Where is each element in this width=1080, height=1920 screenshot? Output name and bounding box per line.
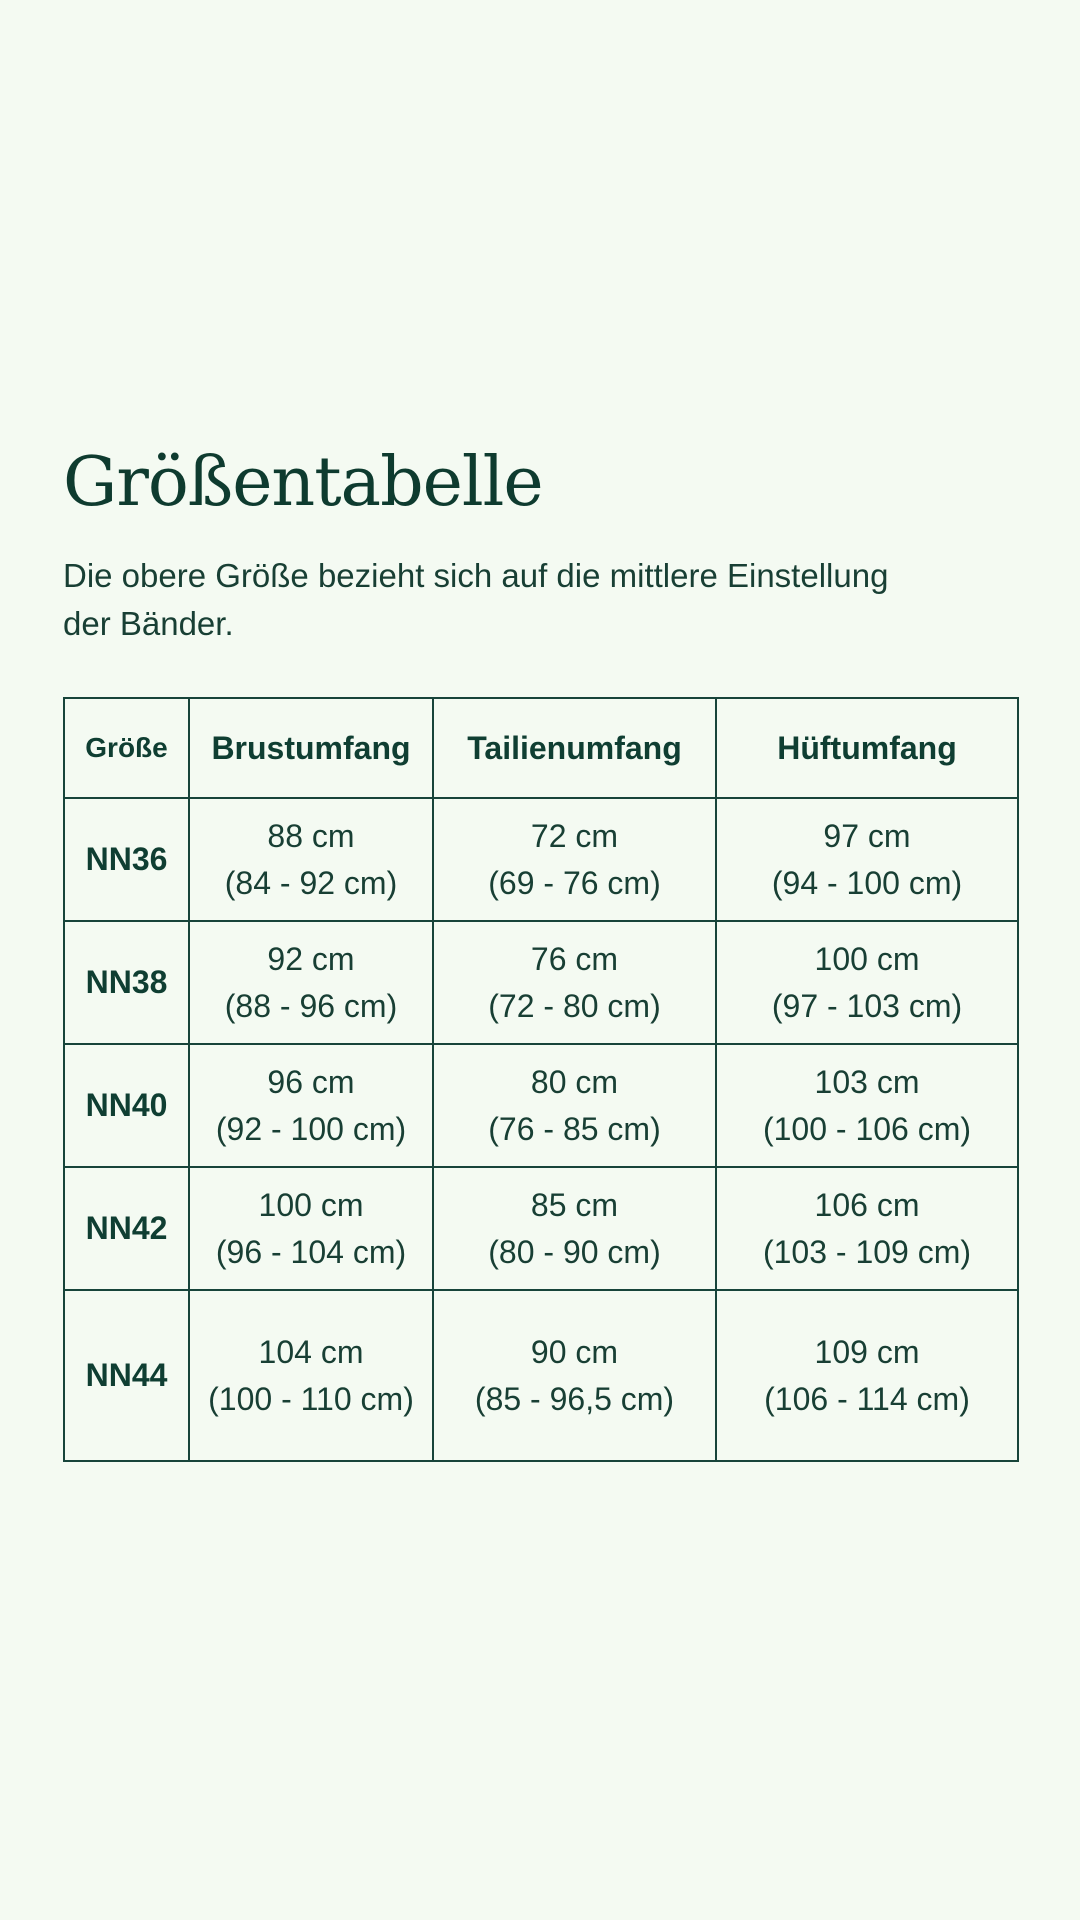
chest-cell [189,1290,433,1461]
waist-range: (85 - 96,5 cm) [474,1380,675,1417]
page-subtitle: Die obere Größe bezieht sich auf die mittlere Einstellung der Bänder. [63,557,889,642]
column-header-hip: Hüftumfang [716,698,1018,798]
chest-value: 96 cm [267,1063,355,1100]
waist-range: (80 - 90 cm) [488,1233,661,1270]
waist-cell [433,1044,716,1167]
column-header-size: Größe [64,698,189,798]
waist-cell [433,921,716,1044]
waist-range: (72 - 80 cm) [488,987,661,1024]
size-cell: NN42 [64,1167,189,1290]
size-table [63,697,1019,1462]
table-row [64,1044,1018,1167]
chest-cell [189,921,433,1044]
waist-value: 80 cm [530,1063,619,1100]
size-chart-section [63,438,1018,1462]
waist-cell [433,1290,716,1461]
chest-value: 88 cm [267,817,355,854]
chest-range: (84 - 92 cm) [224,864,398,901]
waist-cell [433,1167,716,1290]
page-title: Größentabelle [63,443,543,522]
table-row [64,921,1018,1044]
waist-value: 76 cm [530,940,619,977]
hip-cell [716,1167,1018,1290]
hip-value: 100 cm [814,940,920,977]
chest-value: 100 cm [258,1186,364,1223]
waist-range: (76 - 85 cm) [488,1110,661,1147]
table-header-row [64,698,1018,798]
waist-value: 72 cm [530,817,619,854]
chest-range: (88 - 96 cm) [224,987,398,1024]
chest-range: (96 - 104 cm) [215,1233,407,1270]
hip-value: 109 cm [814,1333,920,1370]
size-cell: NN38 [64,921,189,1044]
hip-range: (103 - 109 cm) [762,1233,972,1270]
table-row [64,1290,1018,1461]
table-row [64,798,1018,921]
table-row [64,1167,1018,1290]
chest-cell [189,1044,433,1167]
hip-value: 97 cm [823,817,911,854]
chest-range: (100 - 110 cm) [208,1380,414,1417]
column-header-waist: Tailienumfang [433,698,716,798]
waist-value: 90 cm [530,1333,619,1370]
hip-range: (100 - 106 cm) [762,1110,972,1147]
size-cell: NN40 [64,1044,189,1167]
hip-cell [716,1044,1018,1167]
waist-value: 85 cm [530,1186,619,1223]
chest-value: 104 cm [258,1333,364,1370]
chest-range: (92 - 100 cm) [215,1110,407,1147]
hip-cell [716,921,1018,1044]
hip-cell [716,1290,1018,1461]
hip-range: (94 - 100 cm) [771,864,963,901]
column-header-chest: Brustumfang [189,698,433,798]
hip-cell [716,798,1018,921]
size-cell: NN44 [64,1290,189,1461]
waist-range: (69 - 76 cm) [488,864,661,901]
chest-value: 92 cm [267,940,355,977]
size-cell: NN36 [64,798,189,921]
waist-cell [433,798,716,921]
chest-cell [189,798,433,921]
hip-value: 103 cm [814,1063,920,1100]
hip-range: (97 - 103 cm) [771,987,963,1024]
chest-cell [189,1167,433,1290]
hip-value: 106 cm [814,1186,920,1223]
hip-range: (106 - 114 cm) [764,1380,970,1417]
